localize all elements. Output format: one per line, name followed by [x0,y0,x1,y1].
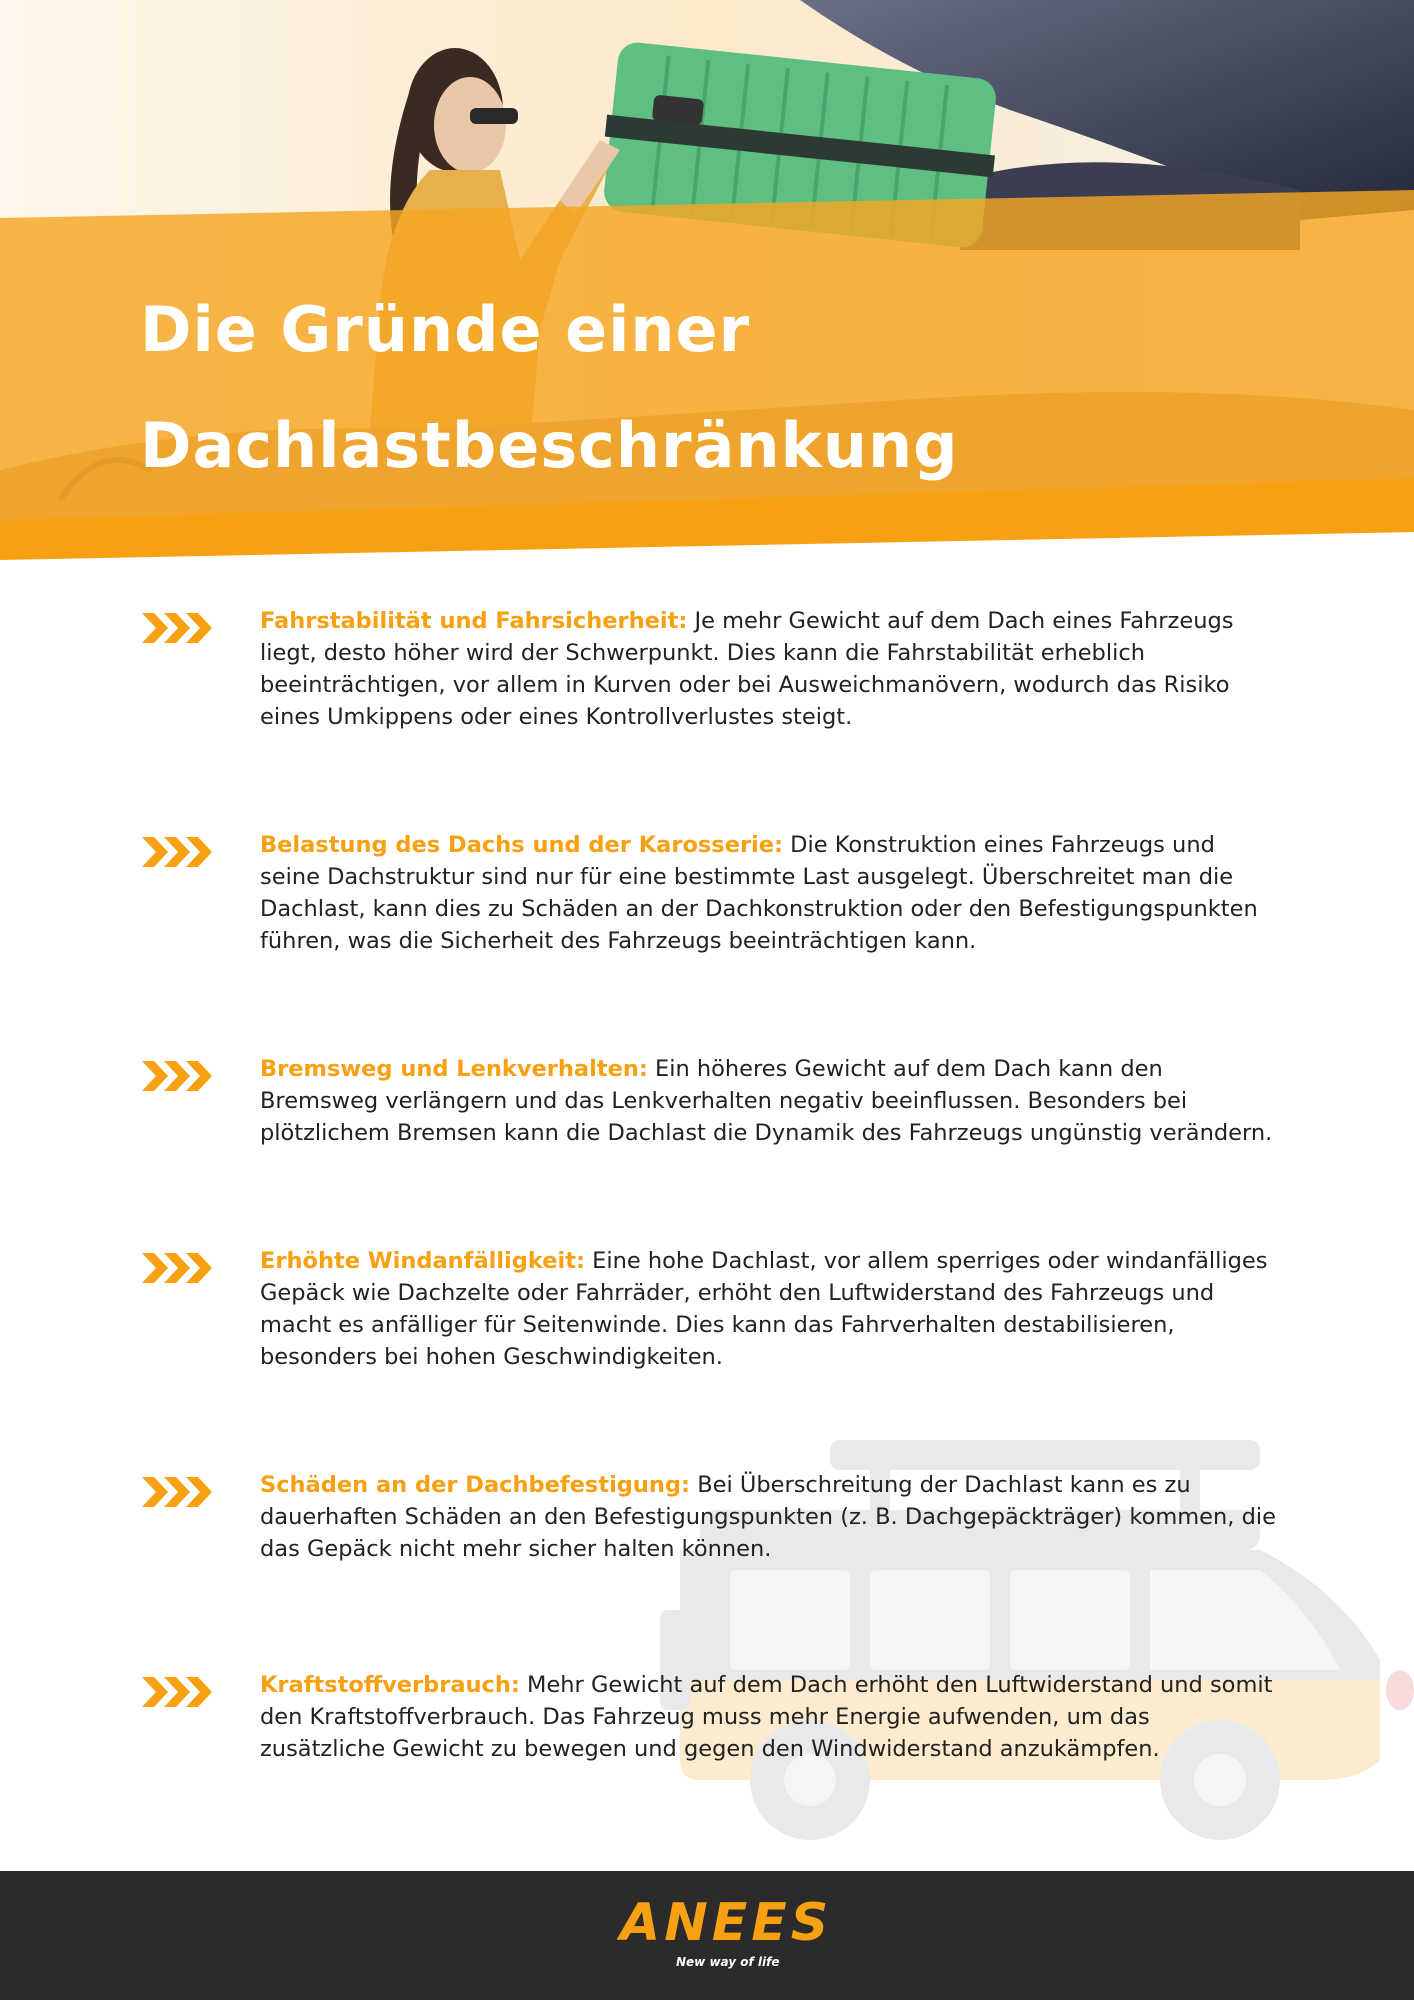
triple-chevron-right-icon [140,1675,216,1709]
logo-wordmark: ANEES [620,1893,833,1953]
list-item-text [260,1053,1280,1149]
list-item-body: Eine hohe Dachlast, vor allem sperriges oder windanfälliges Gepäck wie Dachzelte oder Fahrräder, erhöht den Luftwiderstand des Fahrzeugs und macht es anfälliger für Seitenwinde. Dies kann das Fahrverhalten destabilisieren, besonders bei hohen Geschwindigkeiten. [260,1248,1268,1370]
list-item-heading: Kraftstoffverbrauch: [260,1672,520,1698]
triple-chevron-right-icon [140,1475,216,1509]
list-item-body: Ein höheres Gewicht auf dem Dach kann den Bremsweg verlängern und das Lenkverhalten negativ beeinflussen. Besonders bei plötzlichem Bremsen kann die Dachlast die Dynamik des Fahrzeugs ungünstig verändern. [260,1056,1273,1146]
page-title-line-2: Dachlastbeschränkung [140,409,959,482]
page-title [140,272,959,504]
triple-chevron-right-icon [140,835,216,869]
triple-chevron-right-icon [140,1059,216,1093]
triple-chevron-right-icon [140,611,216,645]
list-item-text [260,1245,1280,1373]
list-item-text [260,1669,1280,1765]
list-item-text [260,829,1280,957]
list-item-body: Bei Überschreitung der Dachlast kann es zu dauerhaften Schäden an den Befestigungspunkten (z. B. Dachgepäckträger) kommen, die das Gepäck nicht mehr sicher halten können. [260,1472,1276,1562]
logo-tagline: New way of life [676,1955,780,1969]
list-item-heading: Schäden an der Dachbefestigung: [260,1472,691,1498]
triple-chevron-right-icon [140,1251,216,1285]
list-item-heading: Bremsweg und Lenkverhalten: [260,1056,648,1082]
list-item-heading: Belastung des Dachs und der Karosserie: [260,832,784,858]
footer [0,1871,1414,2000]
brand-logo[interactable] [620,1893,833,1983]
list-item-text [260,1469,1280,1565]
page-title-line-1: Die Gründe einer [140,293,751,366]
list-item-heading: Fahrstabilität und Fahrsicherheit: [260,608,688,634]
hero-banner [0,0,1414,560]
list-item-body: Die Konstruktion eines Fahrzeugs und seine Dachstruktur sind nur für eine bestimmte Last ausgelegt. Überschreitet man die Dachlast, kann dies zu Schäden an der Dachkonstruktion oder den Befestigungspunkten führen, was die Sicherheit des Fahrzeugs beeinträchtigen kann. [260,832,1258,954]
list-item-text [260,605,1280,733]
list-item-body: Mehr Gewicht auf dem Dach erhöht den Luftwiderstand und somit den Kraftstoffverbrauch. Das Fahrzeug muss mehr Energie aufwenden, um das zusätzliche Gewicht zu bewegen und gegen den Windwiderstand anzukämpfen. [260,1672,1273,1762]
list-item-body: Je mehr Gewicht auf dem Dach eines Fahrzeugs liegt, desto höher wird der Schwerpunkt. Dies kann die Fahrstabilität erheblich beeinträchtigen, vor allem in Kurven oder bei Ausweichmanövern, wodurch das Risiko eines Umkippens oder eines Kontrollverlustes steigt. [260,608,1234,730]
list-item-heading: Erhöhte Windanfälligkeit: [260,1248,585,1274]
